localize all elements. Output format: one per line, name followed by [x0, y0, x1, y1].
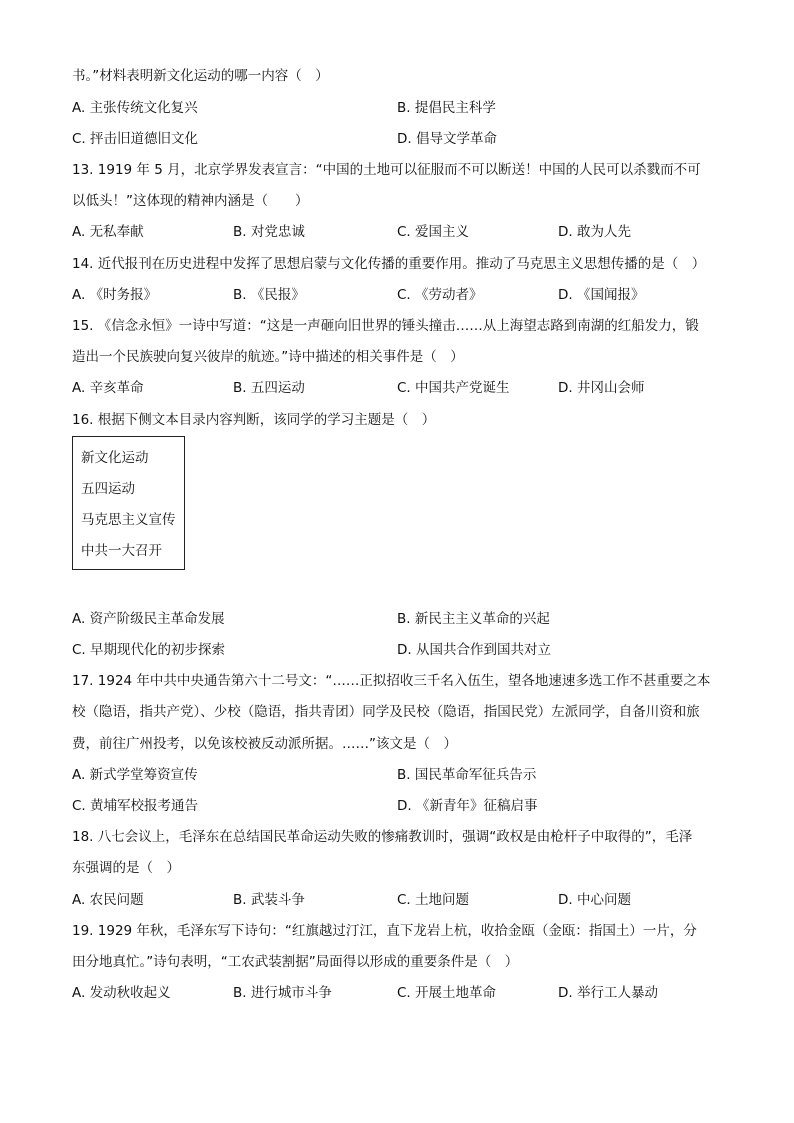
q16-option-c: C. 早期现代化的初步探索: [72, 642, 226, 658]
q16-option-b: B. 新民主主义革命的兴起: [397, 611, 550, 627]
q19-option-a: A. 发动秋收起义: [72, 985, 171, 1001]
q19-stem-line1: 19. 1929 年秋，毛泽东写下诗句：“红旗越过汀江，直下龙岩上杭，收拾金瓯（金瓯：指国土）一片，分: [72, 923, 697, 939]
q18-stem-line1: 18. 八七会议上，毛泽东在总结国民革命运动失败的惨痛教训时，强调“政权是由枪杆子中取得的”，毛泽: [72, 829, 693, 845]
q14-option-c: C. 《劳动者》: [397, 287, 483, 303]
q13-option-b: B. 对党忠诚: [233, 224, 305, 240]
q15-option-c: C. 中国共产党诞生: [397, 380, 510, 396]
q16-option-a: A. 资产阶级民主革命发展: [72, 611, 225, 627]
q19-option-c: C. 开展土地革命: [397, 985, 497, 1001]
q13-stem-line2: 以低头！”这体现的精神内涵是（ ）: [72, 193, 309, 209]
q15-option-b: B. 五四运动: [233, 380, 305, 396]
q18-option-a: A. 农民问题: [72, 892, 144, 908]
q17-stem-line2: 校（隐语，指共产党）、少校（隐语，指共青团）同学及民校（隐语，指国民党）左派同学，自备川资和旅: [72, 704, 700, 720]
q18-option-c: C. 土地问题: [397, 892, 470, 908]
q15-option-a: A. 辛亥革命: [72, 380, 144, 396]
q12-option-c: C. 抨击旧道德旧文化: [72, 131, 199, 147]
q13-option-d: D. 敢为人先: [558, 224, 631, 240]
q15-option-d: D. 井冈山会师: [558, 380, 645, 396]
q12-option-d: D. 倡导文学革命: [397, 131, 497, 147]
table-of-contents-box: [72, 436, 185, 570]
q13-option-a: A. 无私奉献: [72, 224, 144, 240]
q14-option-b: B. 《民报》: [233, 287, 305, 303]
q17-option-c: C. 黄埔军校报考通告: [72, 798, 199, 814]
q17-stem-line1: 17. 1924 年中共中央通告第六十二号文：“……正拟招收三千名入伍生，望各地速速多选工作不甚重要之本: [72, 673, 711, 689]
toc-item: 五四运动: [81, 481, 135, 497]
q13-option-c: C. 爱国主义: [397, 224, 470, 240]
q12-option-a: A. 主张传统文化复兴: [72, 100, 198, 116]
q17-option-b: B. 国民革命军征兵告示: [397, 767, 537, 783]
q17-stem-line3: 费，前往广州投考，以免该校被反动派所据。……”该文是（ ）: [72, 736, 457, 752]
q17-option-a: A. 新式学堂筹资宣传: [72, 767, 198, 783]
q15-stem-line1: 15. 《信念永恒》一诗中写道：“这是一声砸向旧世界的锤头撞击……从上海望志路到南湖的红船发力，锻: [72, 318, 699, 334]
toc-item: 马克思主义宣传: [81, 512, 176, 528]
q12-stem-tail: 书。”材料表明新文化运动的哪一内容（ ）: [72, 68, 329, 84]
q18-option-b: B. 武装斗争: [233, 892, 305, 908]
q17-option-d: D. 《新青年》征稿启事: [397, 798, 538, 814]
q14-option-d: D. 《国闻报》: [558, 287, 645, 303]
q12-option-b: B. 提倡民主科学: [397, 100, 496, 116]
q14-option-a: A. 《时务报》: [72, 287, 158, 303]
q19-stem-line2: 田分地真忙。”诗句表明，“工农武装割据”局面得以形成的重要条件是（ ）: [72, 954, 519, 970]
q19-option-b: B. 进行城市斗争: [233, 985, 332, 1001]
q15-stem-line2: 造出一个民族驶向复兴彼岸的航迹。”诗中描述的相关事件是（ ）: [72, 349, 464, 365]
q14-stem-line1: 14. 近代报刊在历史进程中发挥了思想启蒙与文化传播的重要作用。推动了马克思主义思想传播的是（ ）: [72, 256, 706, 272]
q13-stem-line1: 13. 1919 年 5 月，北京学界发表宣言：“中国的土地可以征服而不可以断送！中国的人民可以杀戮而不可: [72, 162, 701, 178]
toc-item: 中共一大召开: [81, 543, 162, 559]
q16-stem-line1: 16. 根据下侧文本目录内容判断，该同学的学习主题是（ ）: [72, 412, 436, 428]
q19-option-d: D. 举行工人暴动: [558, 985, 658, 1001]
q18-stem-line2: 东强调的是（ ）: [72, 860, 180, 876]
q18-option-d: D. 中心问题: [558, 892, 631, 908]
q16-option-d: D. 从国共合作到国共对立: [397, 642, 551, 658]
toc-item: 新文化运动: [81, 450, 149, 466]
